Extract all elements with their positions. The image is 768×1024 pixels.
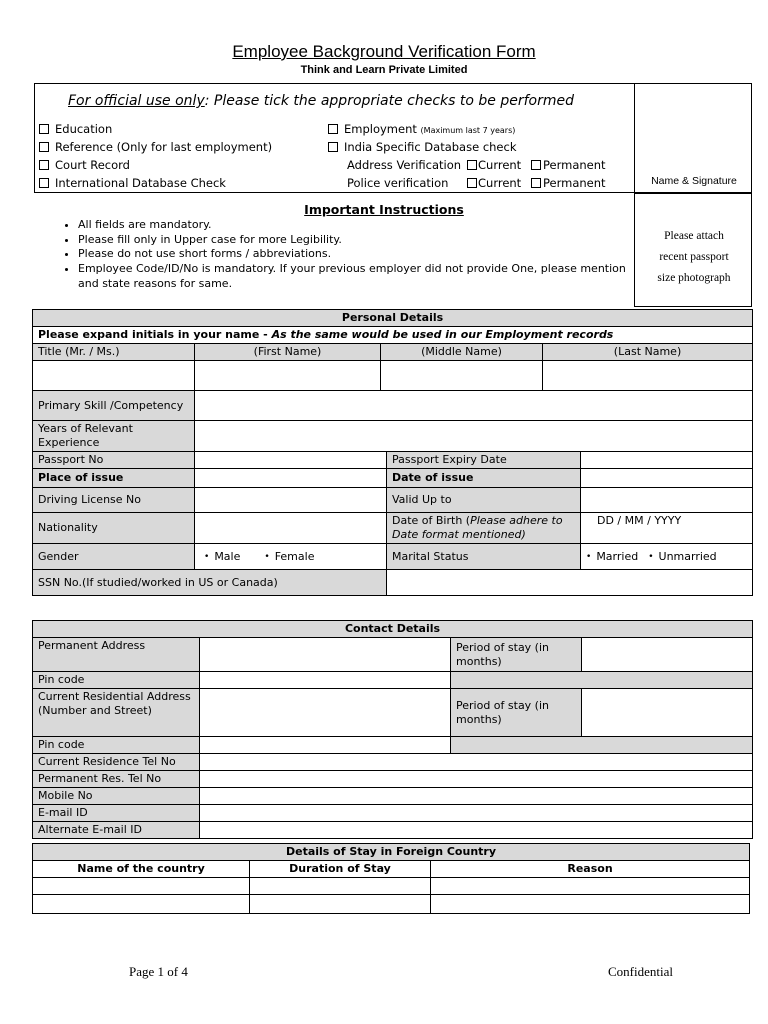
table-row [33,878,750,895]
current-address-input[interactable] [200,689,451,737]
check-india-database[interactable] [328,140,517,154]
company-name: Think and Learn Private Limited [300,64,468,76]
current-address-label [33,689,200,737]
reason-input[interactable] [431,895,750,914]
dob-note: Please adhere to Date format mentioned) [392,514,563,541]
check-court-record[interactable] [39,158,130,172]
check-police-current[interactable] [467,176,521,190]
photo-line: size photograph [657,272,731,284]
checkbox[interactable] [328,142,338,152]
photo-line: recent passport [659,251,729,263]
mobile-input[interactable] [200,788,753,805]
valid-upto-label: Valid Up to [387,488,581,513]
instruction-item: • Please fill only in Upper case for more Legibility. [78,233,638,248]
gender-female-option[interactable]: • Female [264,550,314,563]
official-use-heading [68,93,574,109]
name-signature-label: Name & Signature [651,175,737,187]
instruction-item: • All fields are mandatory. [78,218,638,233]
years-experience-label: Years of Relevant Experience [33,421,195,452]
photo-line: Please attach [664,230,724,242]
title-column-header: Title (Mr. / Ms.) [33,344,195,361]
email-label: E-mail ID [33,805,200,822]
section-header: Contact Details [33,621,753,638]
checkbox[interactable] [39,124,49,134]
dob-text: Date of Birth ( [392,514,471,527]
period-of-stay-label: Period of stay (in months) [451,638,582,672]
primary-skill-label: Primary Skill /Competency [33,391,195,421]
period-of-stay-label: Period of stay (in months) [451,689,582,737]
title-input[interactable] [33,361,195,391]
check-address-permanent[interactable] [531,158,606,172]
table-row [33,895,750,914]
check-label: Court Record [55,158,130,172]
period-of-stay-input[interactable] [582,638,753,672]
checkbox[interactable] [467,178,477,188]
section-header: Details of Stay in Foreign Country [33,844,750,861]
official-use-underlined: For official use only [68,93,205,109]
check-label: Employment [344,122,417,136]
photo-instruction [636,226,752,289]
blank-cell [451,672,753,689]
permanent-tel-label: Permanent Res. Tel No [33,771,200,788]
section-header: Personal Details [33,310,753,327]
mobile-label: Mobile No [33,788,200,805]
dob-label [387,513,581,544]
country-column-header: Name of the country [33,861,250,878]
current-tel-input[interactable] [200,754,753,771]
first-name-input[interactable] [195,361,381,391]
marital-unmarried-option[interactable]: • Unmarried [648,550,716,563]
expand-note-italic: As the same would be used in our Employment records [267,328,614,341]
country-input[interactable] [33,895,250,914]
address-verification-label: Address Verification [347,158,462,172]
check-label: International Database Check [55,176,226,190]
official-use-rest: : Please tick the appropriate checks to be performed [204,93,575,109]
expand-note-bold: Please expand initials in your name - [38,328,268,341]
marital-options [581,544,753,570]
checkbox[interactable] [531,178,541,188]
dob-input[interactable] [581,513,753,544]
passport-no-label: Passport No [33,452,195,469]
confidential-label: Confidential [608,964,673,979]
pin-code-label: Pin code [33,672,200,689]
driving-license-label: Driving License No [33,488,195,513]
email-input[interactable] [200,805,753,822]
current-tel-label: Current Residence Tel No [33,754,200,771]
foreign-stay-table [32,843,750,914]
place-of-issue-input[interactable] [195,469,387,488]
nationality-input[interactable] [195,513,387,544]
pin-code-input[interactable] [200,737,451,754]
check-label: India Specific Database check [344,140,517,154]
place-of-issue-label: Place of issue [33,469,195,488]
dob-format-hint: DD / MM / YYYY [597,514,682,527]
ssn-input[interactable] [387,570,753,596]
check-police-permanent[interactable] [531,176,606,190]
check-intl-database[interactable] [39,176,226,190]
date-of-issue-label: Date of issue [387,469,581,488]
nationality-label: Nationality [33,513,195,544]
blank-cell [451,737,753,754]
alt-email-input[interactable] [200,822,753,839]
middle-name-header: (Middle Name) [381,344,543,361]
pin-code-label: Pin code [33,737,200,754]
permanent-address-input[interactable] [200,638,451,672]
pin-code-input[interactable] [200,672,451,689]
expand-note [33,327,753,344]
country-input[interactable] [33,878,250,895]
page-number: Page 1 of 4 [129,964,188,979]
checkbox[interactable] [39,142,49,152]
instructions-list [60,218,638,292]
marital-status-label: Marital Status [387,544,581,570]
passport-expiry-input[interactable] [581,452,753,469]
permanent-address-label: Permanent Address [33,638,200,672]
personal-details-table [32,309,753,596]
current-address-note: (Number and Street) [38,704,152,717]
primary-skill-input[interactable] [195,391,753,421]
check-label: Current [478,158,522,172]
passport-expiry-label: Passport Expiry Date [387,452,581,469]
years-experience-input[interactable] [195,421,753,452]
duration-column-header: Duration of Stay [250,861,431,878]
current-address-text: Current Residential Address [38,690,191,703]
check-reference[interactable] [39,140,272,154]
period-of-stay-input[interactable] [582,689,753,737]
ssn-label: SSN No.(If studied/worked in US or Canada) [33,570,387,596]
checkbox[interactable] [467,160,477,170]
check-education[interactable] [39,122,112,136]
checkbox[interactable] [531,160,541,170]
alt-email-label: Alternate E-mail ID [33,822,200,839]
driving-license-input[interactable] [195,488,387,513]
reason-column-header: Reason [431,861,750,878]
check-employment[interactable] [328,122,515,136]
check-label: Current [478,176,522,190]
police-verification-label: Police verification [347,176,449,190]
date-of-issue-input[interactable] [581,469,753,488]
check-label: Permanent [543,158,606,172]
first-name-header: (First Name) [195,344,381,361]
valid-upto-input[interactable] [581,488,753,513]
instruction-item: • Employee Code/ID/No is mandatory. If your previous employer did not provide One, please mention and state reasons for same. [78,262,638,291]
check-address-current[interactable] [467,158,521,172]
gender-male-option[interactable]: • Male [204,550,240,563]
instruction-item: • Please do not use short forms / abbreviations. [78,247,638,262]
permanent-tel-input[interactable] [200,771,753,788]
check-label: Reference (Only for last employment) [55,140,273,154]
last-name-header: (Last Name) [543,344,753,361]
employment-note: (Maximum last 7 years) [420,126,516,135]
gender-label: Gender [33,544,195,570]
checkbox[interactable] [39,160,49,170]
reason-input[interactable] [431,878,750,895]
checkbox[interactable] [328,124,338,134]
contact-details-table [32,620,753,839]
instructions-title: Important Instructions [304,202,464,217]
duration-input[interactable] [250,895,431,914]
check-label: Permanent [543,176,606,190]
duration-input[interactable] [250,878,431,895]
last-name-input[interactable] [543,361,753,391]
marital-married-option[interactable]: • Married [586,550,638,563]
gender-options [195,544,387,570]
middle-name-input[interactable] [381,361,543,391]
passport-no-input[interactable] [195,452,387,469]
checkbox[interactable] [39,178,49,188]
check-label: Education [55,122,113,136]
form-title: Employee Background Verification Form [232,42,536,61]
